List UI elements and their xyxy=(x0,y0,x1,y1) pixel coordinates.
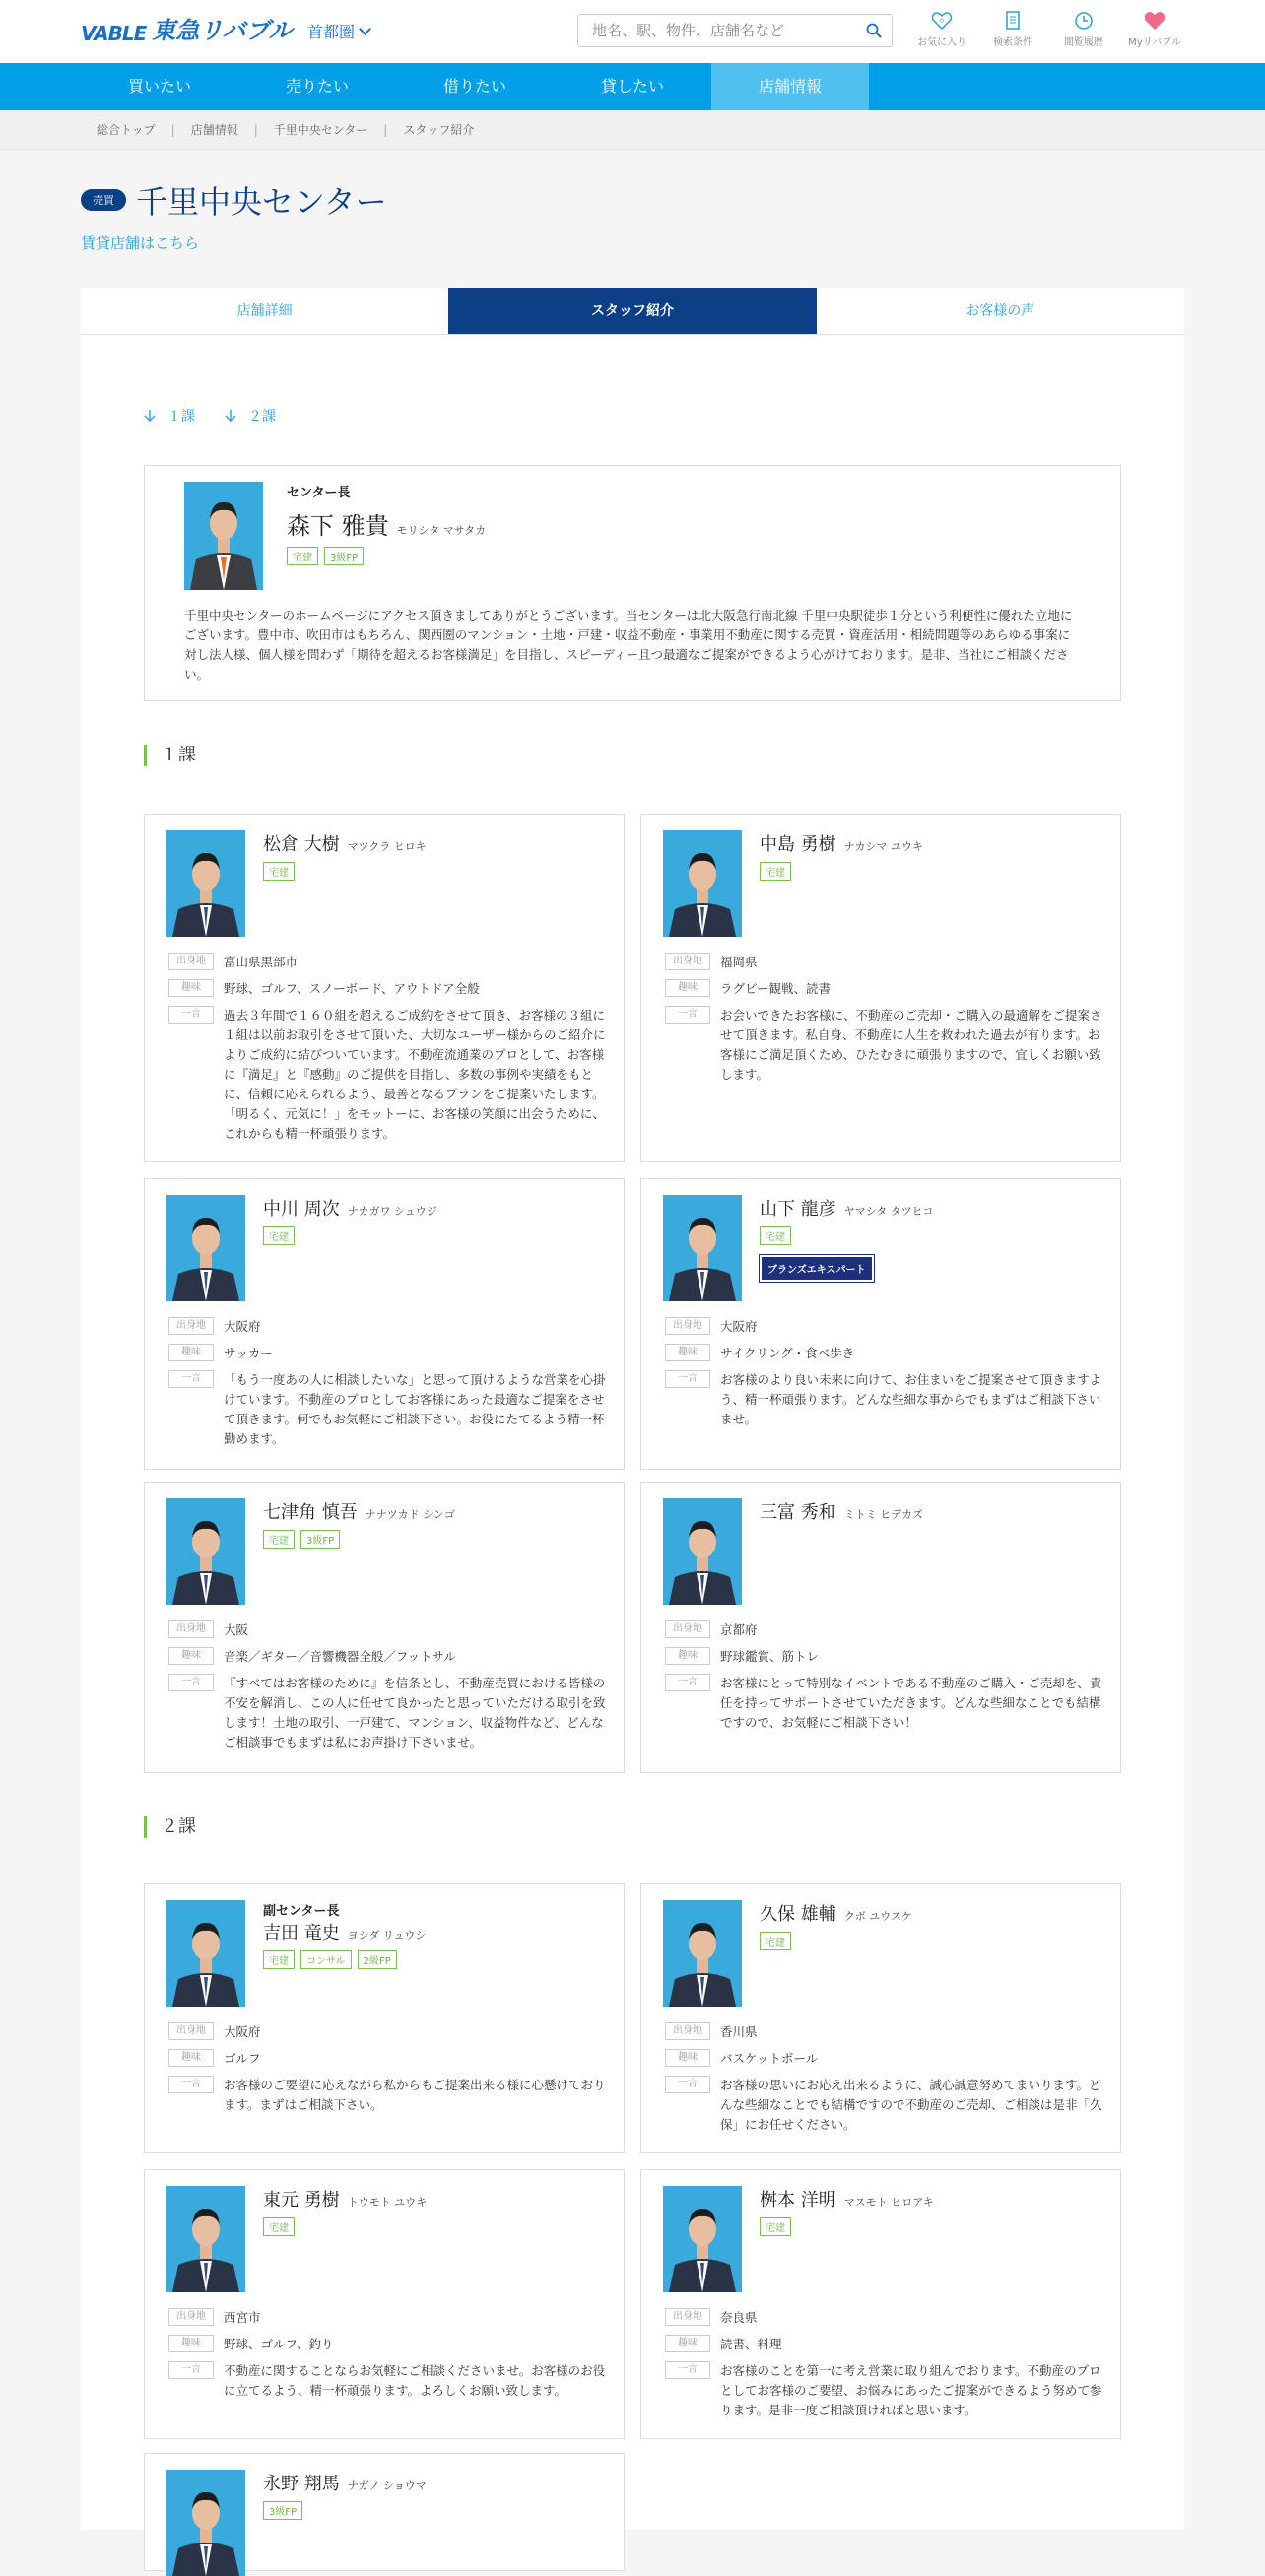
hobby-value: ゴルフ xyxy=(224,2051,261,2066)
hobby-row xyxy=(665,1647,1108,1667)
person-photo-icon xyxy=(166,2470,245,2576)
qual-badge: 宅建 xyxy=(263,1950,295,1969)
hobby-label: 趣味 xyxy=(168,2335,214,2352)
staff-quals xyxy=(263,2501,608,2520)
hobby-label: 趣味 xyxy=(168,1647,214,1665)
staff-info xyxy=(760,1900,1104,1950)
comment-value: お会いできたお客様に、不動産のご売却・ご購入の最適解をご提案させて頂きます。私自身、不動産に人生を救われた過去が有ります。お客様にご満足頂くため、ひたむきに頑張りますので、宜しくお願い致します。 xyxy=(720,1008,1102,1082)
person-photo-icon xyxy=(663,2186,742,2292)
staff-quals xyxy=(760,2217,1104,2236)
comment-label: 一言 xyxy=(168,1674,214,1691)
leader-name-line xyxy=(287,506,486,541)
staff-name-line xyxy=(263,2470,608,2495)
origin-row xyxy=(168,1317,612,1337)
store-tabs xyxy=(81,288,1184,335)
favorites-label: お気に入り xyxy=(917,37,966,48)
comment-value: 『すべてはお客様のために』を信条とし、不動産売買における皆様の不安を解消し、この人に任せて良かったと思っていただける取引を致します！土地の取引、一戸建て、マンション、収益物件など、どんなご相談事でもまずは私にお声掛け下さいませ。 xyxy=(224,1676,606,1750)
hobby-value: 野球鑑賞、筋トレ xyxy=(720,1649,820,1664)
staff-quals xyxy=(263,862,608,881)
hobby-row xyxy=(168,979,612,999)
qual-badge: 宅建 xyxy=(760,1932,791,1950)
staff-photo xyxy=(166,2186,245,2292)
tab-staff[interactable]: スタッフ紹介 xyxy=(448,288,816,334)
section-heading-2: ２課 xyxy=(144,1816,196,1838)
site-header xyxy=(0,0,1265,63)
origin-label: 出身地 xyxy=(665,1317,710,1335)
brand-expert-badge: ブランズエキスパート xyxy=(760,1255,874,1282)
staff-info xyxy=(263,1498,608,1549)
person-photo-icon xyxy=(184,482,263,590)
staff-details xyxy=(665,1317,1108,1436)
staff-kana: ナナツカド シンゴ xyxy=(365,1508,455,1521)
heart-icon xyxy=(931,10,953,32)
staff-quals xyxy=(760,1932,1104,1950)
origin-value: 奈良県 xyxy=(720,2310,758,2325)
tab-store-details[interactable]: 店舗詳細 xyxy=(236,303,293,319)
nav-rent[interactable]: 借りたい xyxy=(442,77,506,96)
person-photo-icon xyxy=(166,2186,245,2292)
origin-row xyxy=(665,1317,1108,1337)
staff-info xyxy=(263,2470,608,2520)
staff-info xyxy=(760,830,1104,881)
leader-message: 千里中央センターのホームページにアクセス頂きましてありがとうございます。当センターは北大阪急行南北線 千里中央駅徒歩１分という利便性に優れた立地にございます。豊中市、吹田市はもちろん、関西圏のマンション・土地・戸建・収益不動産・事業用不動産に関する売買・資産活用・相続問題等のあらゆる事案に対し法人様、個人様を問わず「期待を超えるお客様満足」を目指し、スピーディー且つ最適なご提案ができるよう心がけております。是非、当社にご相談ください。 xyxy=(184,608,1073,682)
qual-badge: 宅建 xyxy=(263,1530,295,1549)
qual-badge: 3級FP xyxy=(324,547,364,565)
origin-row xyxy=(665,2022,1108,2042)
staff-name: 東元 勇樹 xyxy=(263,2190,340,2211)
my-livable-icon xyxy=(1144,10,1165,32)
staff-card xyxy=(640,2169,1121,2439)
staff-card xyxy=(144,1178,625,1470)
comment-label: 一言 xyxy=(665,2361,710,2379)
favorites-button[interactable] xyxy=(906,10,977,48)
hobby-row xyxy=(168,2335,612,2354)
leader-kana: モリシタ マサタカ xyxy=(396,524,487,537)
staff-kana: マスモト ヒロアキ xyxy=(843,2196,934,2209)
staff-name-line xyxy=(263,1919,608,1945)
staff-name: 松倉 大樹 xyxy=(263,834,340,855)
staff-info xyxy=(760,1195,1104,1282)
staff-photo xyxy=(166,1498,245,1605)
breadcrumb-separator: | xyxy=(170,122,175,137)
comment-value: お客様のより良い未来に向けて、お住まいをご提案させて頂きますよう、精一杯頑張ります。どんな些細な事からでもまずはご相談下さいませ。 xyxy=(720,1372,1102,1426)
search-input[interactable] xyxy=(578,15,844,46)
hobby-value: 読書、料理 xyxy=(720,2337,782,2351)
comment-label: 一言 xyxy=(168,1370,214,1388)
staff-photo xyxy=(663,830,742,937)
comment-label: 一言 xyxy=(665,1006,710,1024)
staff-name: 三富 秀和 xyxy=(760,1502,836,1523)
hobby-label: 趣味 xyxy=(665,1647,710,1665)
qual-badge: 宅建 xyxy=(263,1226,295,1245)
origin-label: 出身地 xyxy=(168,2022,214,2040)
person-photo-icon xyxy=(663,830,742,937)
my-livable-button[interactable] xyxy=(1119,10,1190,48)
origin-row xyxy=(168,2308,612,2328)
sale-badge: 売買 xyxy=(81,189,126,211)
comment-value: お客様にとって特別なイベントである不動産のご購入・ご売却を、責任を持ってサポートさせていただきます。どんな些細なことでも結構ですので、お気軽にご相談下さい！ xyxy=(720,1676,1102,1730)
staff-card xyxy=(144,1482,625,1773)
staff-photo xyxy=(663,1498,742,1605)
rental-store-link[interactable]: 賃貸店舗はこちら xyxy=(81,234,200,252)
comment-label: 一言 xyxy=(168,2361,214,2379)
arrow-down-icon xyxy=(144,409,156,423)
staff-details xyxy=(168,1317,612,1456)
arrow-down-icon xyxy=(225,409,236,423)
comment-value: 過去３年間で１６０組を超えるご成約をさせて頂き、お客様の３組に１組は以前お取引をさせて頂いた、大切なユーザー様からのご紹介によりご成約に結びついています。不動産流通業のプロとして、お客様に『満足』と『感動』のご提供を目指し、多数の事例や実績をもとに、信頼に応えられるよう、最善となるプランをご提案いたします。「明るく、元気に！」をモットーに、お客様の笑顔に出会うために、これからも精一杯頑張ります。 xyxy=(224,1008,606,1141)
hobby-row xyxy=(168,2049,612,2069)
staff-details xyxy=(665,2022,1108,2142)
staff-details xyxy=(168,2308,612,2408)
staff-kana: マツクラ ヒロキ xyxy=(347,840,427,853)
person-photo-icon xyxy=(166,830,245,937)
staff-name-line xyxy=(263,2186,608,2212)
hobby-row xyxy=(168,1344,612,1363)
search-conditions-label: 検索条件 xyxy=(993,37,1032,48)
nav-sell[interactable]: 売りたい xyxy=(285,77,349,96)
comment-value: 不動産に関することならお気軽にご相談くださいませ。お客様のお役に立てるよう、精一杯頑張ります。よろしくお願い致します。 xyxy=(224,2363,606,2398)
anchor-section-1[interactable] xyxy=(144,406,195,426)
staff-name: 桝本 洋明 xyxy=(760,2190,836,2211)
staff-card xyxy=(144,814,625,1162)
hobby-value: サイクリング・食べ歩き xyxy=(720,1346,855,1360)
origin-label: 出身地 xyxy=(665,953,710,970)
staff-kana: トウモト ユウキ xyxy=(347,2196,428,2209)
qual-badge: 宅建 xyxy=(263,2217,295,2236)
origin-value: 大阪府 xyxy=(224,1319,261,1334)
origin-value: 大阪府 xyxy=(224,2024,261,2039)
hobby-row xyxy=(665,1344,1108,1363)
person-photo-icon xyxy=(166,1195,245,1301)
clock-icon xyxy=(1073,10,1095,32)
origin-value: 大阪 xyxy=(224,1622,249,1637)
staff-kana: ナガノ ショウマ xyxy=(347,2479,427,2492)
staff-details xyxy=(665,2308,1108,2427)
hobby-value: サッカー xyxy=(224,1346,273,1360)
qual-badge: コンサル xyxy=(300,1950,352,1969)
origin-row xyxy=(665,953,1108,972)
staff-name: 山下 龍彦 xyxy=(760,1199,836,1220)
hobby-label: 趣味 xyxy=(168,1344,214,1361)
anchor-label: １課 xyxy=(167,409,195,425)
origin-label: 出身地 xyxy=(665,2308,710,2326)
hobby-label: 趣味 xyxy=(665,2049,710,2067)
staff-info xyxy=(263,830,608,881)
staff-quals xyxy=(263,1226,608,1245)
leader-info xyxy=(287,482,486,565)
hobby-value: ラグビー観戦、読書 xyxy=(720,981,832,996)
origin-row xyxy=(168,1620,612,1640)
hobby-value: 野球、ゴルフ、釣り xyxy=(224,2337,334,2351)
search-icon[interactable] xyxy=(866,23,882,38)
comment-row xyxy=(665,1674,1108,1733)
comment-row xyxy=(168,2361,612,2401)
comment-value: お客様の思いにお応え出来るように、誠心誠意努めてまいります。どんな些細なことでも結構ですので不動産のご売却、ご相談は是非「久保」にお任せください。 xyxy=(720,2078,1102,2132)
origin-value: 福岡県 xyxy=(720,955,758,969)
site-logo[interactable] xyxy=(81,16,293,45)
staff-name: 中川 周次 xyxy=(263,1199,340,1220)
breadcrumb xyxy=(0,110,1265,150)
staff-quals xyxy=(760,862,1104,881)
nav-buy[interactable]: 買いたい xyxy=(127,77,191,96)
page-title: 千里中央センター xyxy=(136,183,387,221)
staff-quals xyxy=(263,2217,608,2236)
section-heading-1: １課 xyxy=(144,745,196,766)
staff-card xyxy=(144,1883,625,2153)
comment-value: お客様のご要望に応えながら私からもご提案出来る様に心懸けております。まずはご相談下さい。 xyxy=(224,2078,606,2112)
origin-row xyxy=(665,1620,1108,1640)
staff-info xyxy=(760,2186,1104,2236)
origin-row xyxy=(168,2022,612,2042)
staff-name-line xyxy=(263,1498,608,1524)
staff-name-line xyxy=(263,830,608,856)
staff-name-line xyxy=(263,1195,608,1221)
origin-label: 出身地 xyxy=(168,1317,214,1335)
staff-quals xyxy=(263,1950,608,1969)
comment-label: 一言 xyxy=(168,1006,214,1024)
person-photo-icon xyxy=(166,1498,245,1605)
comment-label: 一言 xyxy=(665,2076,710,2093)
qual-badge: 3級FP xyxy=(300,1530,340,1549)
staff-quals xyxy=(760,1226,1104,1245)
hobby-label: 趣味 xyxy=(168,979,214,997)
staff-content xyxy=(81,335,1184,2530)
staff-details xyxy=(168,2022,612,2122)
breadcrumb-separator: | xyxy=(253,122,258,137)
comment-row xyxy=(168,1674,612,1752)
comment-row xyxy=(665,2361,1108,2420)
chevron-down-icon xyxy=(359,23,371,35)
staff-details xyxy=(168,1620,612,1759)
origin-row xyxy=(168,953,612,972)
qual-badge: 宅建 xyxy=(760,2217,791,2236)
staff-photo xyxy=(663,2186,742,2292)
region-label: 首都圏 xyxy=(307,23,356,41)
staff-name: 吉田 竜史 xyxy=(263,1923,340,1944)
staff-name-line xyxy=(760,830,1104,856)
person-photo-icon xyxy=(166,1900,245,2007)
staff-name-line xyxy=(760,1498,1104,1524)
comment-row xyxy=(665,2076,1108,2135)
origin-value: 西宮市 xyxy=(224,2310,261,2325)
global-nav xyxy=(0,63,1265,110)
qual-badge: 宅建 xyxy=(263,862,295,881)
header-icon-bar xyxy=(906,10,1190,48)
staff-info xyxy=(263,1195,608,1245)
section-anchors xyxy=(144,406,276,426)
hobby-label: 趣味 xyxy=(665,979,710,997)
origin-value: 大阪府 xyxy=(720,1319,758,1334)
staff-kana: ミトミ ヒデカズ xyxy=(843,1508,924,1521)
leader-quals xyxy=(287,547,486,565)
anchor-section-2[interactable] xyxy=(225,406,276,426)
breadcrumb-top[interactable]: 総合トップ xyxy=(97,123,156,137)
staff-photo xyxy=(166,830,245,937)
history-label: 閲覧履歴 xyxy=(1064,37,1103,48)
staff-name-line xyxy=(760,2186,1104,2212)
comment-row xyxy=(168,2076,612,2115)
staff-info xyxy=(263,1900,608,1969)
comment-row xyxy=(665,1006,1108,1085)
staff-card xyxy=(640,1482,1121,1773)
comment-row xyxy=(168,1006,612,1144)
hobby-label: 趣味 xyxy=(665,2335,710,2352)
staff-card xyxy=(640,1178,1121,1470)
breadcrumb-current: スタッフ紹介 xyxy=(403,123,475,137)
origin-value: 香川県 xyxy=(720,2024,758,2039)
leader-role: センター長 xyxy=(287,486,351,500)
logo-text: 東急リバブル xyxy=(152,17,293,44)
breadcrumb-store[interactable]: 千里中央センター xyxy=(273,123,368,137)
leader-name: 森下 雅貴 xyxy=(287,512,389,540)
region-selector[interactable] xyxy=(307,20,369,42)
qual-badge: 宅建 xyxy=(760,862,791,881)
comment-row xyxy=(665,1370,1108,1429)
tab-customer-voice[interactable]: お客様の声 xyxy=(965,303,1035,319)
staff-details xyxy=(665,953,1108,1091)
person-photo-icon xyxy=(663,1195,742,1301)
logo-vable: VABLE xyxy=(81,22,147,45)
qual-badge: 宅建 xyxy=(287,547,318,565)
staff-quals xyxy=(263,1530,608,1549)
staff-card xyxy=(144,2453,625,2571)
staff-photo xyxy=(663,1195,742,1301)
staff-info xyxy=(760,1498,1104,1524)
staff-role: 副センター長 xyxy=(263,1904,340,1919)
nav-lease[interactable]: 貸したい xyxy=(600,77,664,96)
origin-value: 富山県黒部市 xyxy=(224,955,299,969)
page-title-area xyxy=(81,177,387,223)
hobby-row xyxy=(665,2049,1108,2069)
qual-badge: 宅建 xyxy=(760,1226,791,1245)
comment-value: 「もう一度あの人に相談したいな」と思って頂けるような営業を心掛けています。不動産のプロとしてお客様にあった最適なご提案をさせて頂きます。何でもお気軽にご相談下さい。お役にたてるよう精一杯勤めます。 xyxy=(224,1372,606,1446)
history-button[interactable] xyxy=(1048,10,1119,48)
origin-label: 出身地 xyxy=(168,1620,214,1638)
person-photo-icon xyxy=(663,1900,742,2007)
staff-photo xyxy=(663,1900,742,2007)
staff-photo xyxy=(166,2470,245,2576)
comment-label: 一言 xyxy=(665,1370,710,1388)
origin-label: 出身地 xyxy=(168,2308,214,2326)
anchor-label: ２課 xyxy=(248,409,276,425)
search-conditions-button[interactable] xyxy=(977,10,1048,48)
comment-row xyxy=(168,1370,612,1449)
staff-name-line xyxy=(760,1195,1104,1221)
staff-kana: ナカガワ シュウジ xyxy=(347,1205,437,1218)
qual-badge: 2級FP xyxy=(358,1950,397,1969)
staff-kana: クボ ユウスケ xyxy=(843,1910,912,1923)
breadcrumb-store-info[interactable]: 店舗情報 xyxy=(190,123,238,137)
comment-label: 一言 xyxy=(665,1674,710,1691)
document-icon xyxy=(1002,10,1024,32)
hobby-row xyxy=(665,2335,1108,2354)
staff-kana: ナカシマ ユウキ xyxy=(843,840,924,853)
origin-label: 出身地 xyxy=(665,2022,710,2040)
leader-card xyxy=(144,465,1121,701)
breadcrumb-separator: | xyxy=(383,122,388,137)
hobby-value: 野球、ゴルフ、スノーボード、アウトドア全般 xyxy=(224,981,480,996)
qual-badge: 3級FP xyxy=(263,2501,302,2520)
origin-value: 京都府 xyxy=(720,1622,758,1637)
staff-kana: ヤマシタ タツヒコ xyxy=(843,1205,934,1218)
staff-photo xyxy=(166,1900,245,2007)
staff-card xyxy=(144,2169,625,2439)
staff-info xyxy=(263,2186,608,2236)
origin-row xyxy=(665,2308,1108,2328)
hobby-row xyxy=(665,979,1108,999)
leader-photo xyxy=(184,482,263,590)
staff-details xyxy=(168,953,612,1151)
comment-label: 一言 xyxy=(168,2076,214,2093)
staff-name: 七津角 慎吾 xyxy=(263,1502,358,1523)
hobby-label: 趣味 xyxy=(168,2049,214,2067)
search-box xyxy=(577,14,893,47)
comment-value: お客様のことを第一に考え営業に取り組んでおります。不動産のプロとしてお客様のご要望、お悩みにあったご提案ができるよう努めて参ります。是非一度ご相談頂ければと思います。 xyxy=(720,2363,1102,2417)
nav-store-info[interactable]: 店舗情報 xyxy=(711,63,869,110)
hobby-row xyxy=(168,1647,612,1667)
staff-name: 永野 翔馬 xyxy=(263,2474,340,2494)
hobby-value: バスケットボール xyxy=(720,2051,819,2066)
staff-kana: ヨシダ リュウシ xyxy=(347,1929,427,1942)
svg-text:0: 0 xyxy=(940,18,944,25)
staff-name: 中島 勇樹 xyxy=(760,834,836,855)
my-livable-label: Myリバブル xyxy=(1128,37,1181,48)
staff-card xyxy=(640,814,1121,1162)
origin-label: 出身地 xyxy=(665,1620,710,1638)
staff-details xyxy=(665,1620,1108,1740)
staff-name-line xyxy=(760,1900,1104,1926)
staff-photo xyxy=(166,1195,245,1301)
staff-card xyxy=(640,1883,1121,2153)
hobby-value: 音楽／ギター／音響機器全般／フットサル xyxy=(224,1649,456,1664)
hobby-label: 趣味 xyxy=(665,1344,710,1361)
person-photo-icon xyxy=(663,1498,742,1605)
origin-label: 出身地 xyxy=(168,953,214,970)
staff-name: 久保 雄輔 xyxy=(760,1904,836,1925)
